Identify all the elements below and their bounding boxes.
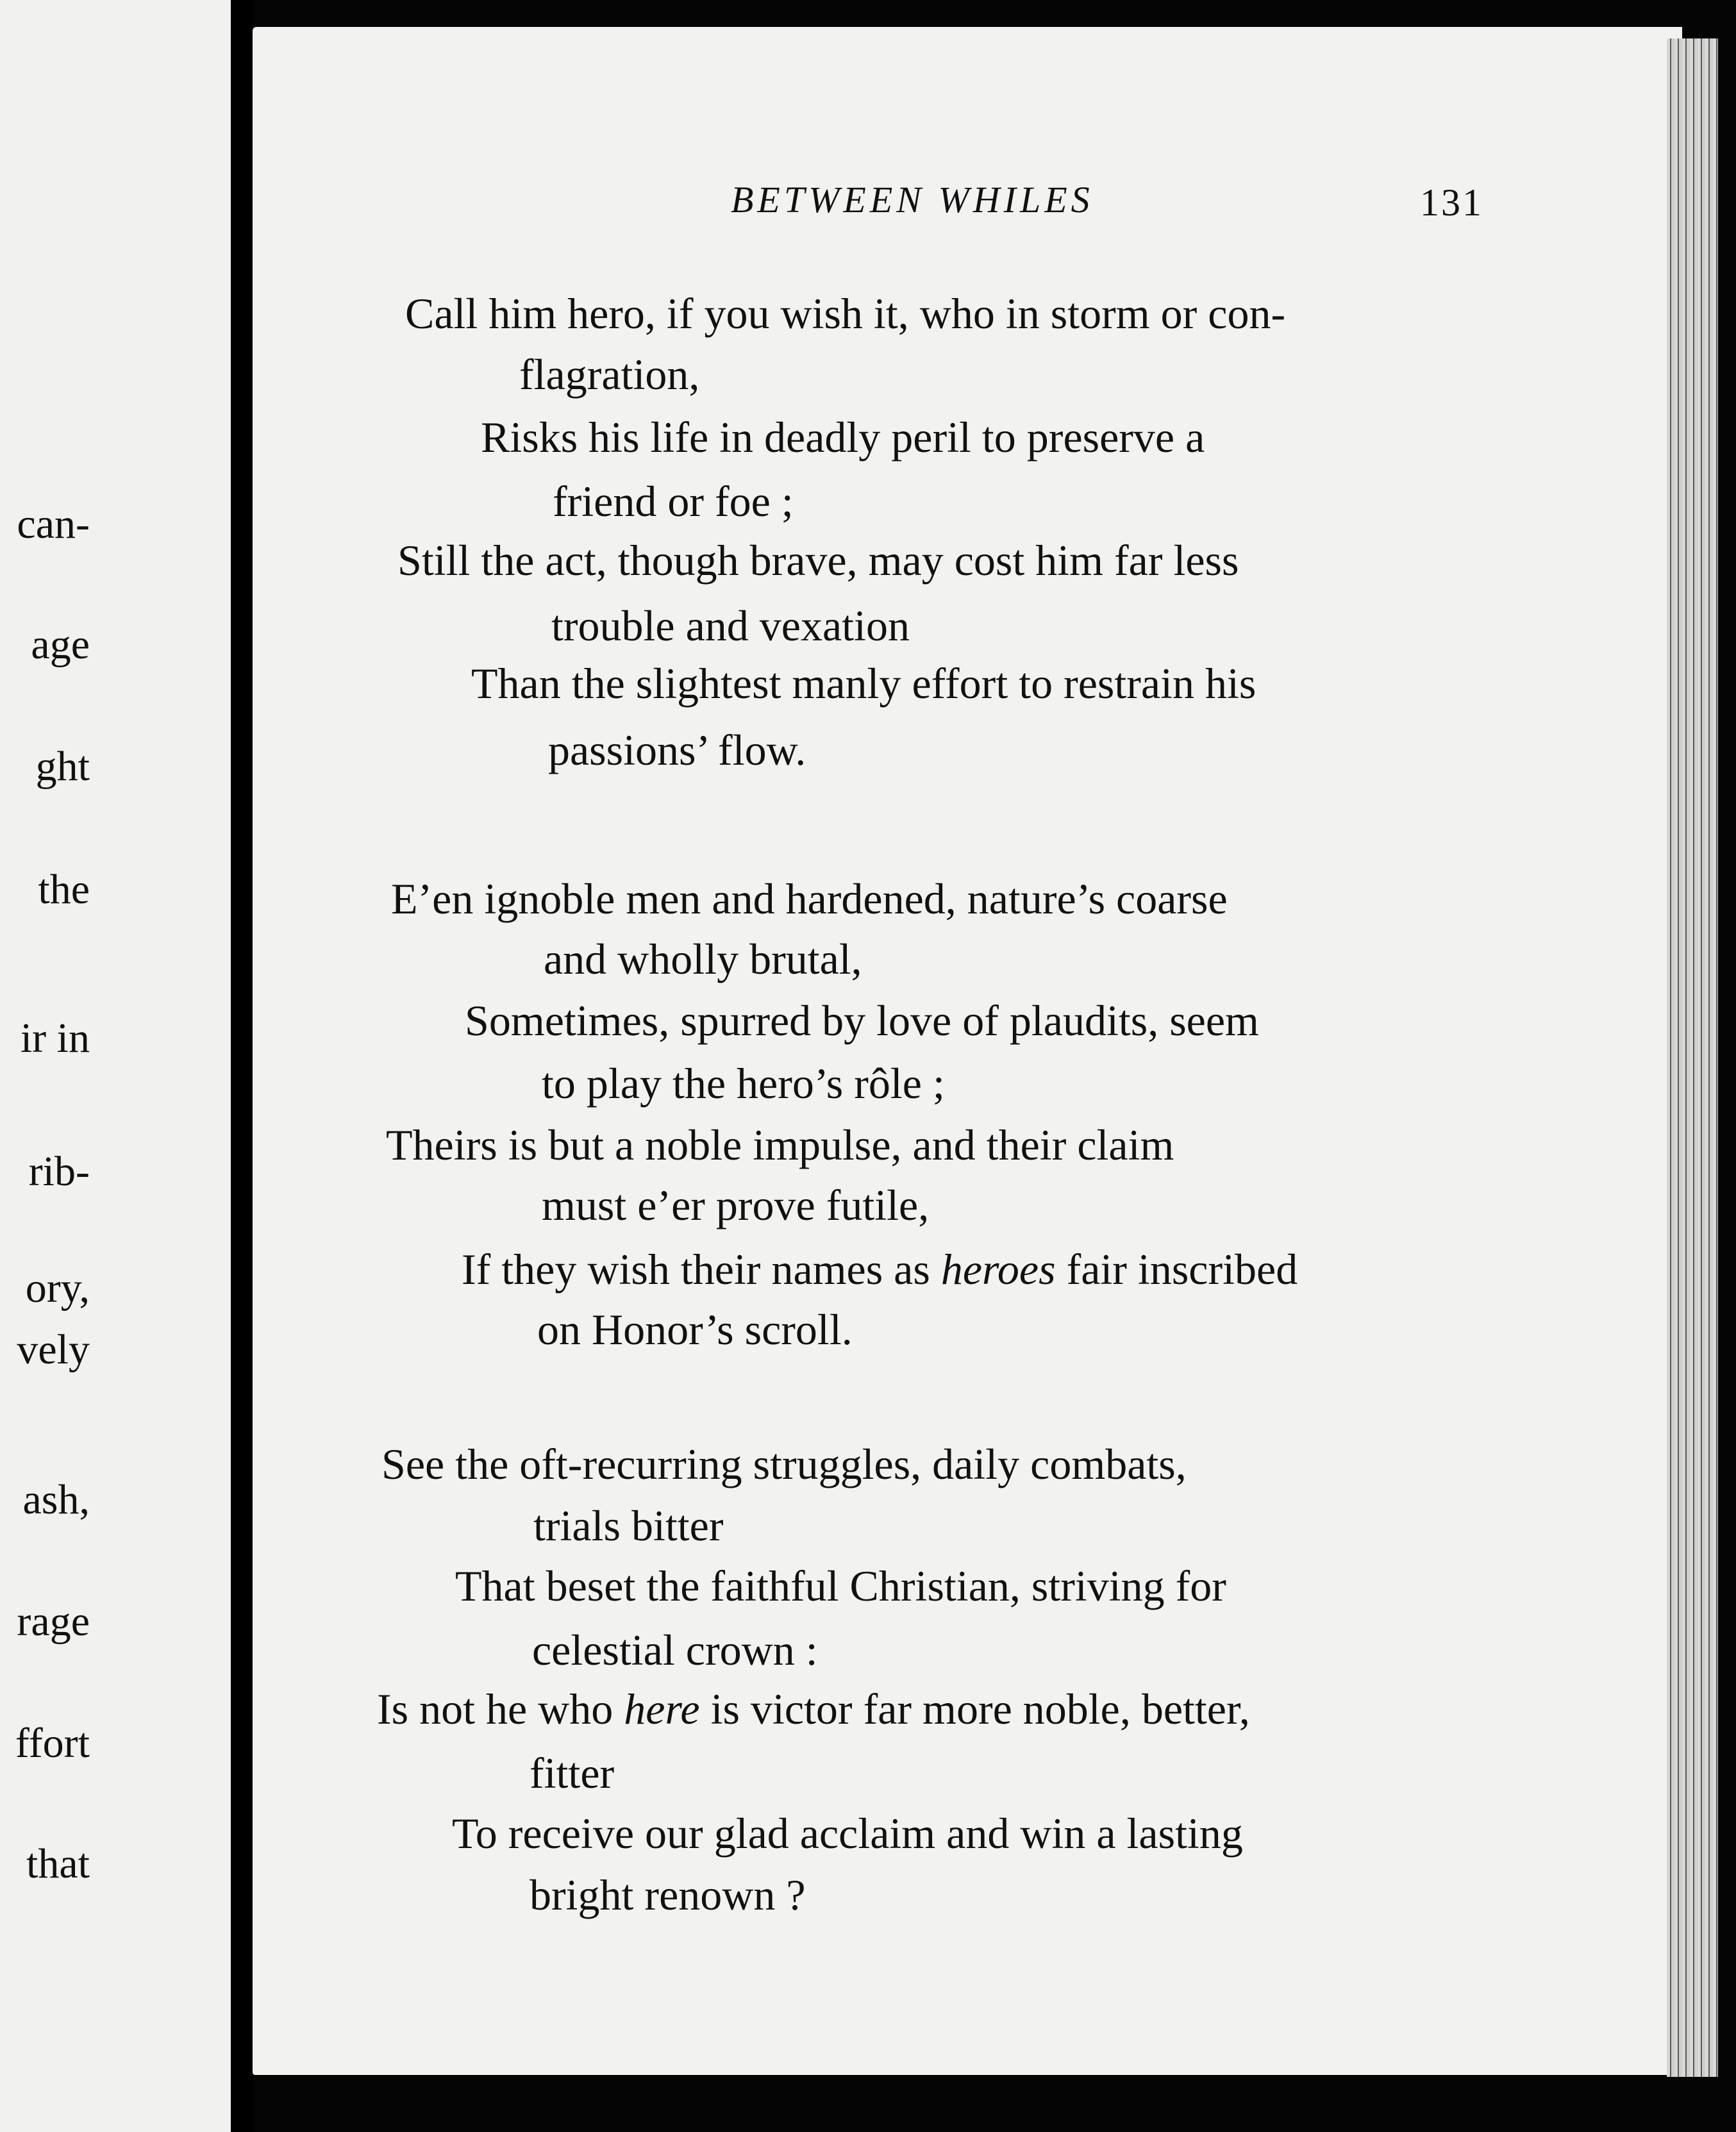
poem-line: Risks his life in deadly peril to preserve a [481,413,1205,462]
poem-line: E’en ignoble men and hardened, nature’s coarse [391,874,1228,923]
poem-line: Than the slightest manly effort to restrain his [471,659,1256,708]
poem-line: on Honor’s scroll. [537,1305,853,1354]
left-page-fragment: ash, [22,1476,90,1523]
poem-line: Sometimes, spurred by love of plaudits, seem [465,996,1259,1045]
poem-line: friend or foe ; [553,477,794,526]
poem-line: Is not he who here is victor far more noble, better, [377,1685,1250,1733]
poem-line: Call him hero, if you wish it, who in storm or con- [405,289,1286,338]
poem-line: Still the act, though brave, may cost him far less [397,536,1239,585]
poem-line: must e’er prove futile, [542,1181,930,1229]
left-page-fragment: can- [17,501,90,547]
poem-line: bright renown ? [530,1870,806,1919]
left-page-fragment: ory, [25,1265,90,1312]
poem-line: Theirs is but a noble impulse, and their claim [386,1120,1174,1169]
left-page-fragment: ght [35,743,90,790]
poem-line: and wholly brutal, [544,935,862,983]
poem-line: flagration, [519,350,700,399]
left-page-fragment: ir in [20,1015,90,1062]
poem-line: fitter [530,1749,615,1797]
left-page-fragment: ffort [15,1720,90,1767]
poem-line: That beset the faithful Christian, striving for [455,1562,1226,1610]
poem-line: trouble and vexation [551,601,910,650]
left-page-fragment: vely [17,1326,90,1373]
poem-line: trials bitter [533,1501,724,1550]
left-page-fragment: rib- [28,1148,90,1195]
poem-line: See the oft-recurring struggles, daily combats, [381,1440,1187,1488]
italic-word: heroes [940,1245,1056,1294]
page-number: 131 [1420,181,1483,224]
left-page-fragment: the [38,866,90,913]
poem-line: passions’ flow. [548,726,806,774]
poem-line: To receive our glad acclaim and win a lasting [452,1809,1243,1858]
italic-word: here [624,1685,700,1733]
left-page-fragment: rage [17,1598,90,1645]
left-page-fragment: age [31,621,90,668]
poem-line: celestial crown : [532,1626,818,1674]
running-title: BETWEEN WHILES [731,179,1094,221]
poem-line: If they wish their names as heroes fair inscribed [462,1245,1298,1294]
left-page-fragment: that [26,1840,90,1887]
poem-line: to play the hero’s rôle ; [542,1059,945,1108]
